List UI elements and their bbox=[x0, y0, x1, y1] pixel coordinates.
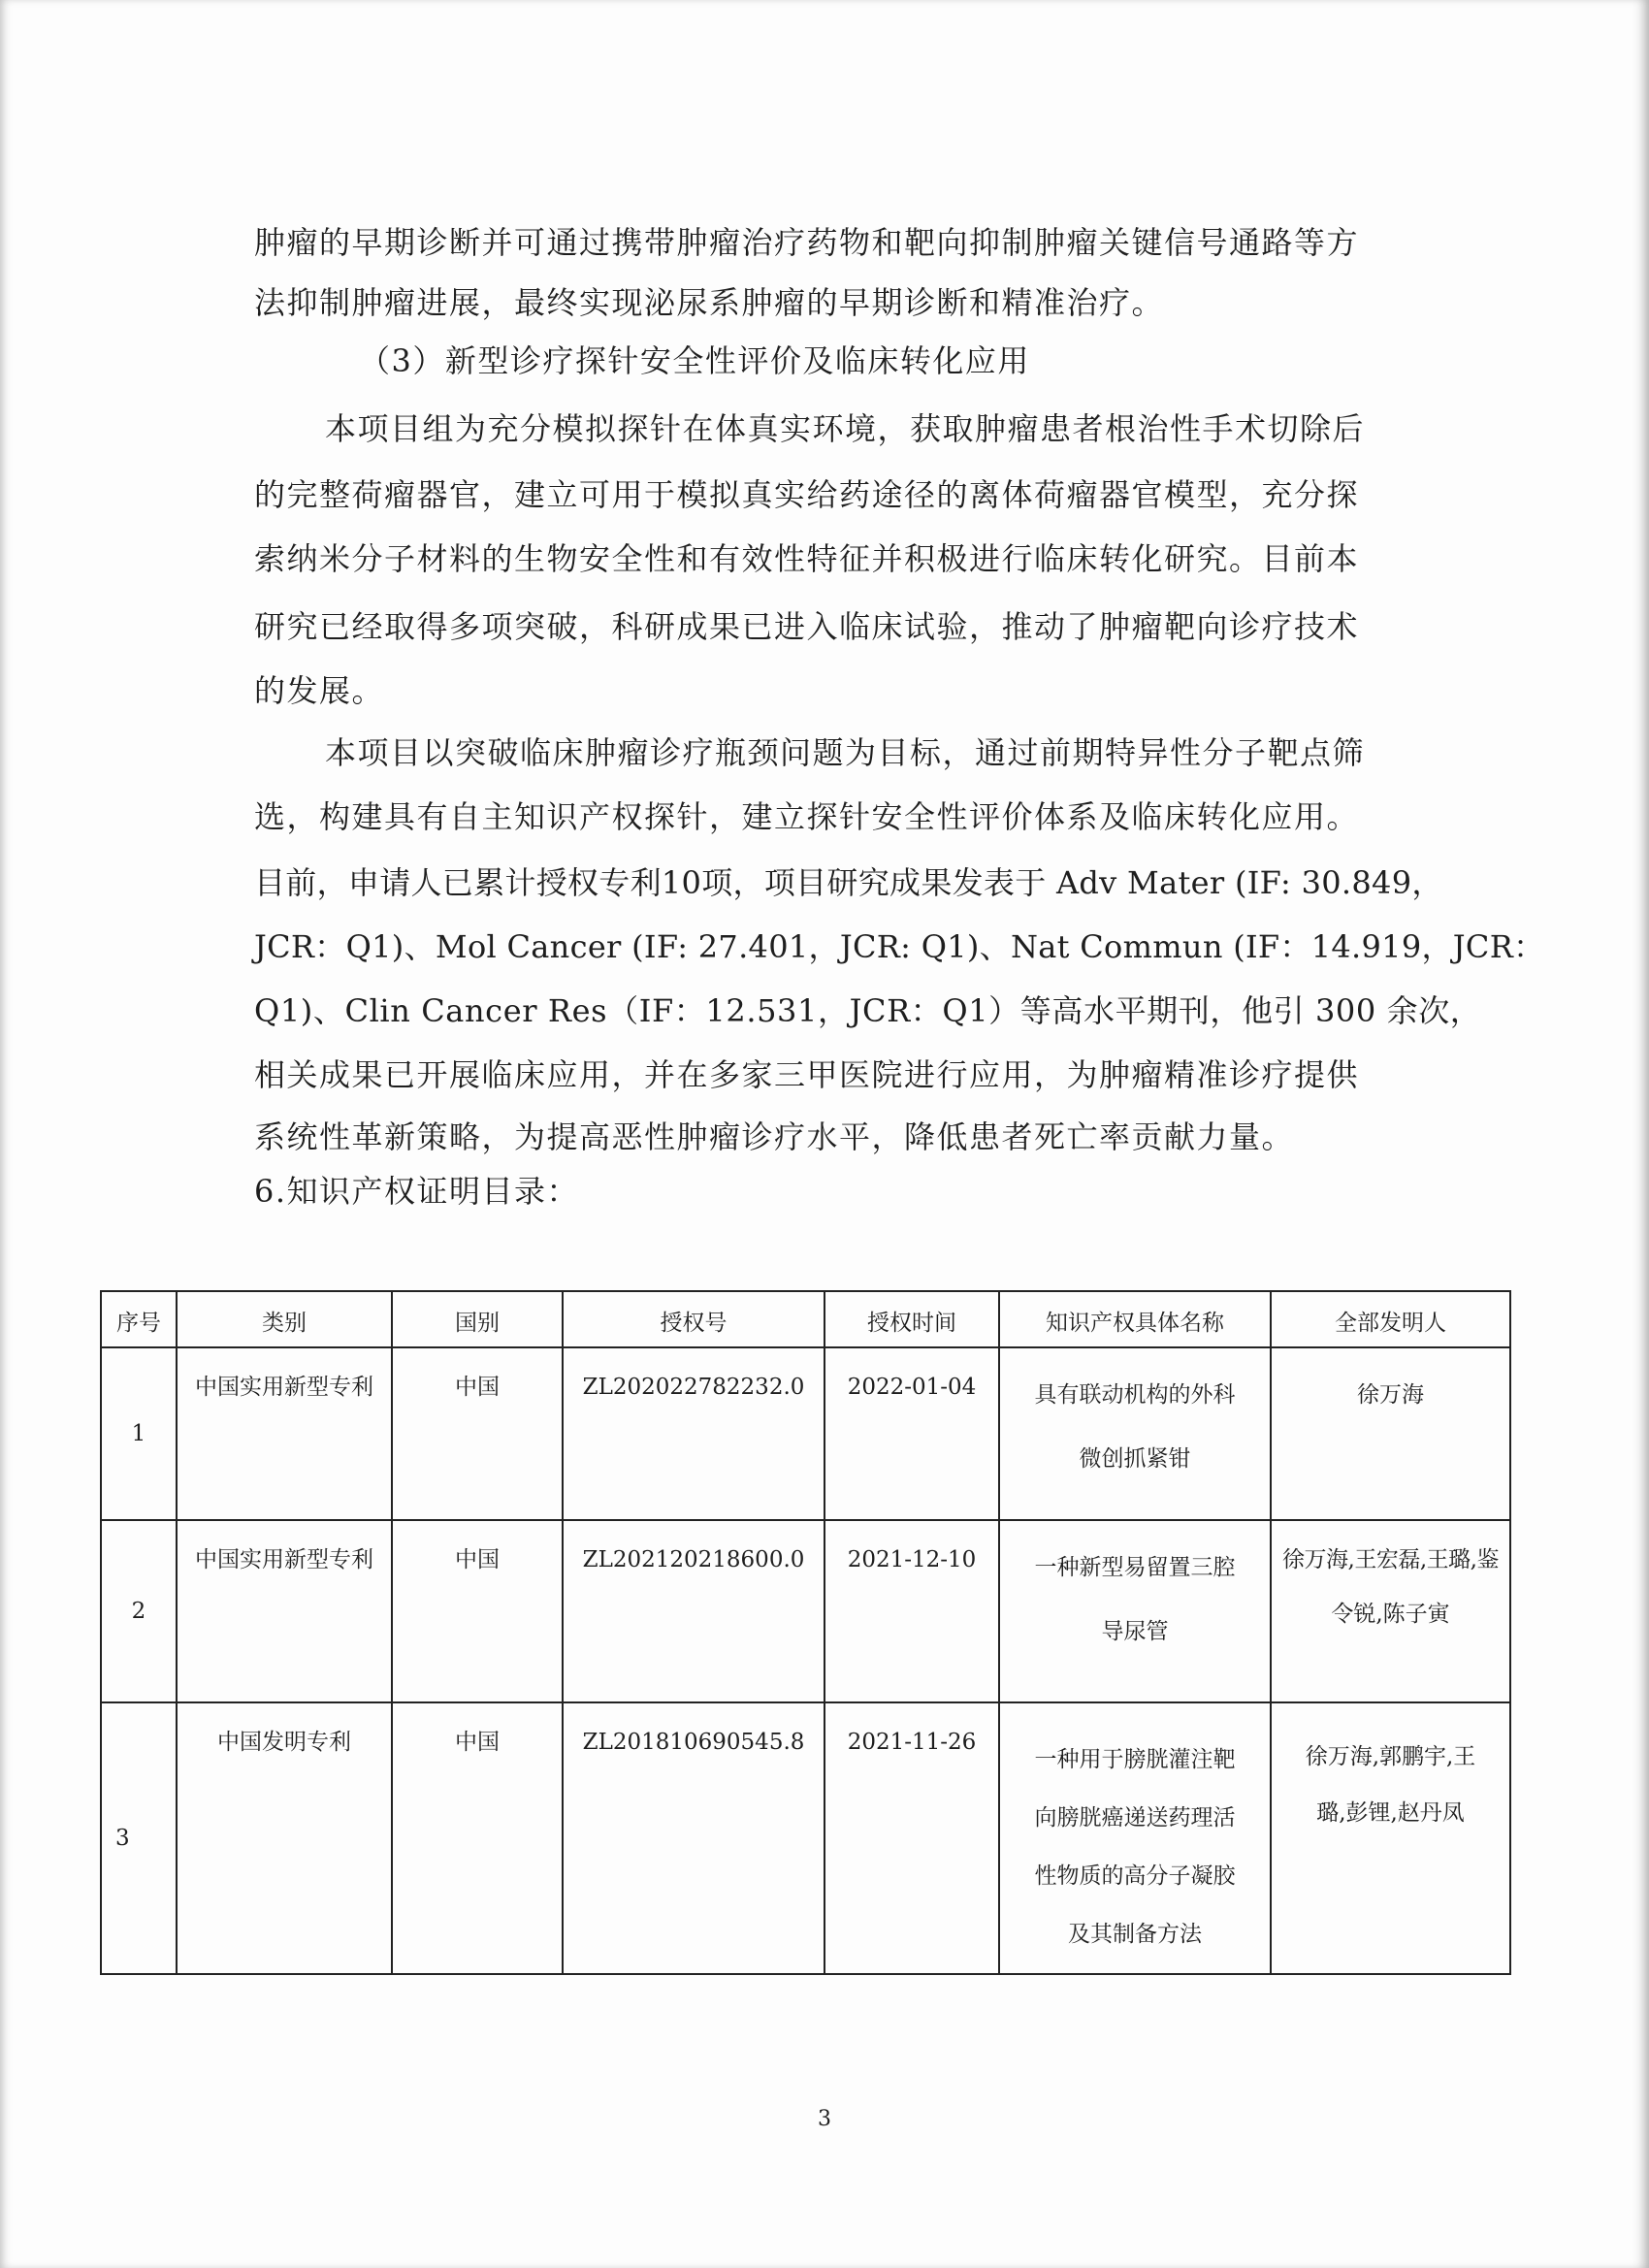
paragraph-line: 本项目组为充分模拟探针在体真实环境，获取肿瘤患者根治性手术切除后 bbox=[325, 410, 1366, 447]
inventor-line: 令锐,陈子寅 bbox=[1331, 1602, 1450, 1627]
ip-name-line: 一种用于膀胱灌注靶 bbox=[1034, 1747, 1236, 1772]
paragraph-line: 相关成果已开展临床应用，并在多家三甲医院进行应用，为肿瘤精准诊疗提供 bbox=[254, 1056, 1360, 1093]
header-cell: 知识产权具体名称 bbox=[999, 1291, 1271, 1347]
ip-name-line: 性物质的高分子凝胶 bbox=[1034, 1863, 1236, 1889]
table-header-row bbox=[101, 1291, 1510, 1347]
patent-number-cell: ZL201810690545.8 bbox=[563, 1702, 824, 1974]
row-number: 1 bbox=[101, 1347, 177, 1520]
ip-name-cell bbox=[999, 1520, 1271, 1702]
inventors-cell bbox=[1271, 1520, 1510, 1702]
paragraph-line: 选，构建具有自主知识产权探针，建立探针安全性评价体系及临床转化应用。 bbox=[254, 798, 1360, 835]
header-cell: 授权号 bbox=[563, 1291, 824, 1347]
grant-date-cell: 2022-01-04 bbox=[824, 1347, 999, 1520]
header-cell: 序号 bbox=[101, 1291, 177, 1347]
paragraph-line: 目前，申请人已累计授权专利10项，项目研究成果发表于 Adv Mater (IF: 30.849， bbox=[254, 864, 1443, 901]
paragraph-line: 研究已经取得多项突破，科研成果已进入临床试验，推动了肿瘤靶向诊疗技术 bbox=[254, 608, 1360, 645]
table-row bbox=[101, 1347, 1510, 1520]
country-cell: 中国 bbox=[392, 1702, 563, 1974]
header-cell: 授权时间 bbox=[824, 1291, 999, 1347]
ip-certificate-table bbox=[100, 1290, 1511, 1975]
ip-name-line: 具有联动机构的外科 bbox=[1034, 1382, 1236, 1408]
patent-number-cell: ZL202022782232.0 bbox=[563, 1347, 824, 1520]
country-cell: 中国 bbox=[392, 1520, 563, 1702]
ip-name-cell bbox=[999, 1702, 1271, 1974]
inventor-line: 徐万海,王宏磊,王璐,鉴 bbox=[1282, 1547, 1499, 1572]
paragraph-line: Q1)、Clin Cancer Res（IF：12.531，JCR：Q1）等高水平期刊，他引 300 余次， bbox=[254, 992, 1482, 1029]
category-cell: 中国发明专利 bbox=[177, 1702, 392, 1974]
ip-name-line: 微创抓紧钳 bbox=[1079, 1446, 1191, 1472]
paragraph-line: 索纳米分子材料的生物安全性和有效性特征并积极进行临床转化研究。目前本 bbox=[254, 540, 1360, 577]
table-row bbox=[101, 1702, 1510, 1974]
header-cell: 国别 bbox=[392, 1291, 563, 1347]
paragraph-line: 的发展。 bbox=[254, 672, 385, 709]
ip-name-line: 及其制备方法 bbox=[1068, 1922, 1202, 1947]
grant-date-cell: 2021-11-26 bbox=[824, 1702, 999, 1974]
patent-number-cell: ZL202120218600.0 bbox=[563, 1520, 824, 1702]
list-title: 6.知识产权证明目录： bbox=[254, 1173, 580, 1210]
ip-name-line: 导尿管 bbox=[1101, 1619, 1169, 1644]
inventors-cell bbox=[1271, 1347, 1510, 1520]
paragraph-line: 的完整荷瘤器官，建立可用于模拟真实给药途径的离体荷瘤器官模型，充分探 bbox=[254, 476, 1360, 513]
inventor-line: 璐,彭锂,赵丹凤 bbox=[1316, 1800, 1465, 1826]
ip-name-line: 向膀胱癌递送药理活 bbox=[1034, 1805, 1236, 1831]
category-cell: 中国实用新型专利 bbox=[177, 1520, 392, 1702]
header-cell: 全部发明人 bbox=[1271, 1291, 1510, 1347]
page-number: 3 bbox=[818, 2107, 831, 2131]
paragraph-line: 肿瘤的早期诊断并可通过携带肿瘤治疗药物和靶向抑制肿瘤关键信号通路等方 bbox=[254, 224, 1360, 261]
ip-name-line: 一种新型易留置三腔 bbox=[1034, 1555, 1236, 1580]
inventor-line: 徐万海,郭鹏宇,王 bbox=[1305, 1744, 1476, 1769]
ip-name-cell bbox=[999, 1347, 1271, 1520]
section-heading: （3）新型诊疗探针安全性评价及临床转化应用 bbox=[359, 342, 1030, 379]
paragraph-line: JCR：Q1)、Mol Cancer (IF: 27.401，JCR: Q1)、Nat Commun (IF：14.919，JCR： bbox=[254, 928, 1545, 965]
grant-date-cell: 2021-12-10 bbox=[824, 1520, 999, 1702]
inventor-line: 徐万海 bbox=[1357, 1382, 1424, 1408]
inventors-cell bbox=[1271, 1702, 1510, 1974]
row-number: 2 bbox=[101, 1520, 177, 1702]
paragraph-line: 法抑制肿瘤进展，最终实现泌尿系肿瘤的早期诊断和精准治疗。 bbox=[254, 284, 1165, 321]
paragraph-line: 本项目以突破临床肿瘤诊疗瓶颈问题为目标，通过前期特异性分子靶点筛 bbox=[325, 734, 1366, 771]
country-cell: 中国 bbox=[392, 1347, 563, 1520]
paragraph-line: 系统性革新策略，为提高恶性肿瘤诊疗水平，降低患者死亡率贡献力量。 bbox=[254, 1118, 1295, 1155]
row-number: 3 bbox=[101, 1702, 177, 1974]
category-cell: 中国实用新型专利 bbox=[177, 1347, 392, 1520]
header-cell: 类别 bbox=[177, 1291, 392, 1347]
table-row bbox=[101, 1520, 1510, 1702]
